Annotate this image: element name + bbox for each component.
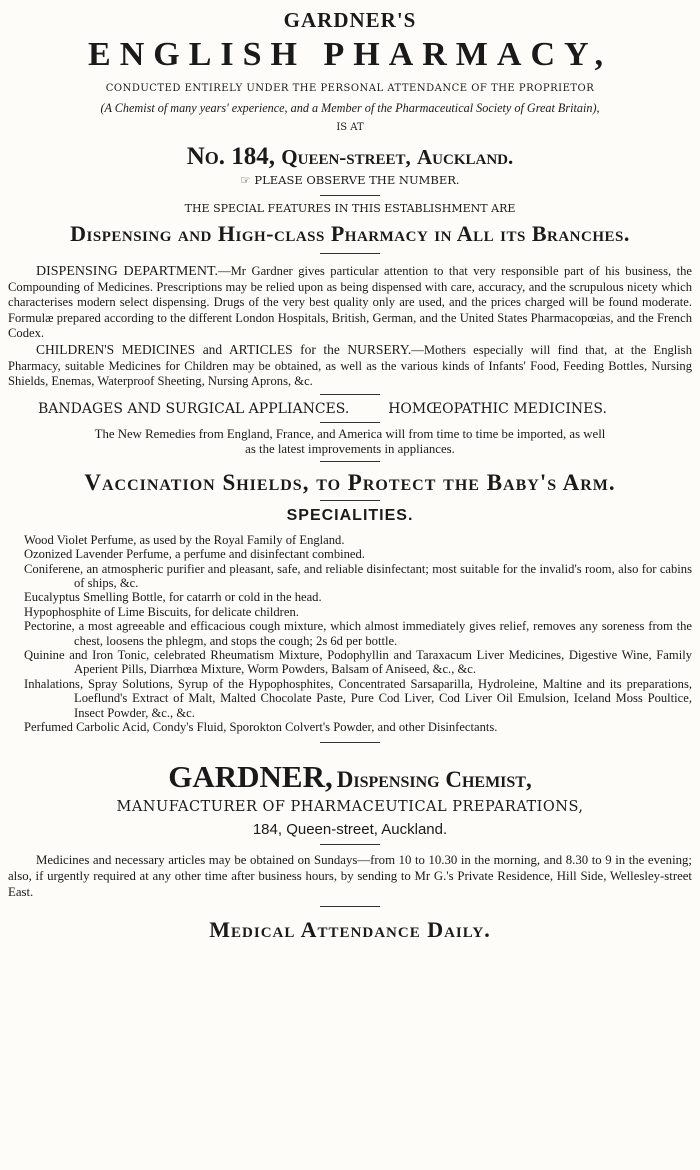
list-item: Wood Violet Perfume, as used by the Royal Family of England. [24, 532, 345, 547]
is-at-label: IS AT [336, 122, 364, 133]
list-item: Quinine and Iron Tonic, celebrated Rheumatism Mixture, Podophyllin and Taraxacum Liver Medicines, Digestive Wine, Family Aperient Pills, Diarrhœa Mixture, Worm Powders, Balsam of Aniseed, &c., &c. [24, 648, 692, 677]
list-item: Perfumed Carbolic Acid, Condy's Fluid, Sporokton Colvert's Powder, and other Disinfectants. [24, 720, 498, 735]
observe-text: PLEASE OBSERVE THE NUMBER. [254, 173, 460, 187]
features-line: Dispensing and High-class Pharmacy in All its Branches. [70, 221, 630, 246]
divider [320, 422, 380, 423]
divider [320, 461, 380, 462]
conducted-line: CONDUCTED ENTIRELY UNDER THE PERSONAL ATTENDANCE OF THE PROPRIETOR [105, 83, 595, 94]
new-remedies-line-2: as the latest improvements in appliances. [245, 441, 455, 456]
address-line [8, 143, 692, 171]
medical-attendance-line: Medical Attendance Daily. [209, 917, 491, 943]
address-city: Auckland. [417, 145, 514, 169]
divider [320, 195, 380, 196]
divider [320, 742, 380, 743]
list-item: Pectorine, a most agreeable and efficacious cough mixture, which almost immediately gives relief, removes any soreness from the chest, loosens the phlegm, and stops the cough; 2s 6d per bottle. [24, 619, 692, 648]
dispensing-text: —Mr Gardner gives particular attention to that very responsible part of his business, the Compounding of Medicines. Prescriptions may be relied upon as being dispensed with care, accuracy, and the scrupulous nicety which characterises modern select dispensing. Drugs of the very best quality only are used, and the prices charged will be found moderate. Formulæ prepared according to the different London Hospitals, British, German, and the United States Pharmacopœias, and the French Codex. [8, 264, 693, 341]
children-text: —Mothers especially will find that, at the English Pharmacy, suitable Medicines for Children may be obtained, as well as the various kinds of Infants' Food, Feeding Bottles, Nursing Shields, Enemas, Waterproof Sheeting, Nursing Aprons, &c. [8, 342, 692, 389]
divider [320, 394, 380, 395]
divider [320, 500, 380, 501]
children-paragraph [8, 342, 692, 390]
manufacturer-line: MANUFACTURER OF PHARMACEUTICAL PREPARATIONS, [116, 799, 584, 816]
list-item: Hypophosphite of Lime Biscuits, for delicate children. [24, 604, 299, 619]
address-street: Queen-street, [281, 145, 411, 169]
bandages-homoeopathic-line [8, 401, 692, 417]
specialities-heading: SPECIALITIES. [286, 506, 414, 524]
footer-address: 184, Queen-street, Auckland. [252, 821, 448, 839]
list-item: Ozonized Lavender Perfume, a perfume and disinfectant combined. [24, 547, 365, 562]
list-item: Coniferene, an atmospheric purifier and pleasant, safe, and reliable disinfectant; most suitable for the invalid's room, also for cabins of ships, &c. [24, 561, 692, 590]
footer-name: GARDNER, [168, 759, 333, 795]
footer-name-line [8, 759, 692, 795]
brand-name: GARDNER'S [283, 8, 417, 32]
homoeopathic-heading: HOMŒOPATHIC MEDICINES. [388, 400, 607, 417]
divider [320, 844, 380, 845]
main-title: ENGLISH PHARMACY, [88, 36, 612, 73]
vaccination-line: Vaccination Shields, to Protect the Baby's Arm. [84, 469, 616, 495]
pointing-hand-icon: ☞ [240, 173, 255, 187]
divider [320, 253, 380, 254]
dispensing-paragraph [8, 264, 692, 342]
credentials-line: (A Chemist of many years' experience, and a Member of the Pharmaceutical Society of Great Britain), [100, 101, 600, 115]
bandages-heading: BANDAGES AND SURGICAL APPLIANCES. [38, 400, 350, 417]
address-number: No. 184, [186, 143, 276, 170]
list-item: Inhalations, Spray Solutions, Syrup of the Hypophosphites, Concentrated Sarsaparilla, Hydroleine, Maltine and its preparations, Loeflund's Extract of Malt, Malted Chocolate Paste, Pure Cod Liver, Cod Liver Oil Emulsion, Iceland Moss Poultice, Insect Powder, &c., &c. [24, 676, 692, 720]
dispensing-heading: DISPENSING DEPARTMENT. [36, 264, 218, 279]
specialities-list [8, 533, 692, 735]
new-remedies-line-1: The New Remedies from England, France, and America will from time to time be imported, as well [94, 426, 606, 441]
observe-line [8, 173, 692, 187]
children-heading: CHILDREN'S MEDICINES and ARTICLES for the NURSERY. [36, 341, 412, 357]
footer-role: Dispensing Chemist, [336, 767, 532, 793]
list-item: Eucalyptus Smelling Bottle, for catarrh or cold in the head. [24, 590, 322, 605]
divider [320, 906, 380, 907]
sundays-paragraph: Medicines and necessary articles may be obtained on Sundays—from 10 to 10.30 in the morning, and 8.30 to 9 in the evening; also, if urgently required at any other time after business hours, by sending to Mr G.'s Private Residence, Hill Side, Wellesley-street East. [8, 853, 692, 899]
special-features-label: THE SPECIAL FEATURES IN THIS ESTABLISHMENT ARE [184, 202, 516, 215]
